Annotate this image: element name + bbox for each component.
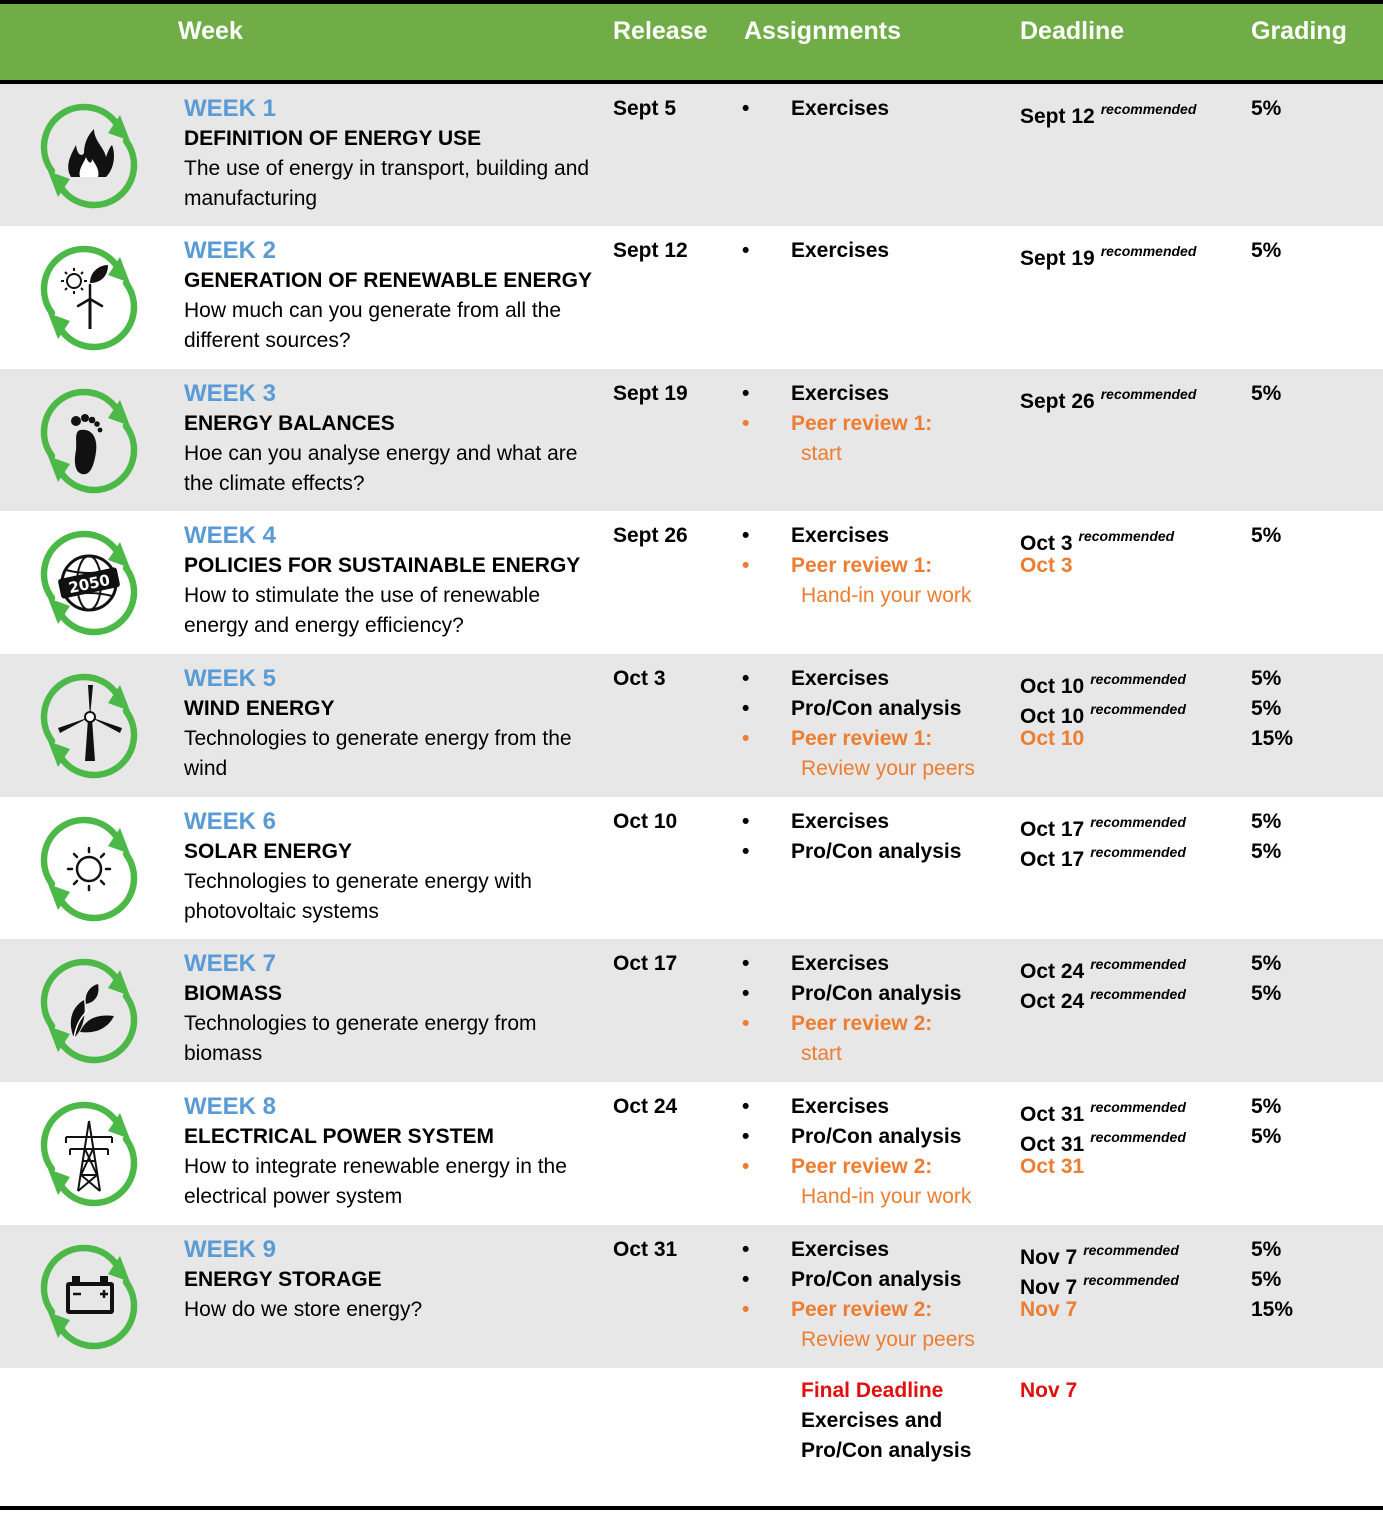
header-deadline: Deadline bbox=[1020, 17, 1125, 45]
grade-weight: 5% bbox=[1251, 810, 1282, 833]
assignment-item bbox=[742, 379, 1007, 409]
grading-cell bbox=[1251, 1235, 1371, 1325]
assignment-text: Review your peers bbox=[801, 757, 975, 780]
final-deadline-desc: Exercises and Pro/Con analysis bbox=[801, 1409, 972, 1462]
week-title: SOLAR ENERGY bbox=[184, 840, 353, 863]
deadline-date: Oct 31 bbox=[1020, 1103, 1085, 1126]
grading-cell bbox=[1251, 807, 1371, 867]
final-deadline-label: Final Deadline bbox=[801, 1379, 944, 1402]
deadline-cell bbox=[1020, 379, 1245, 413]
deadline-date: Oct 17 bbox=[1020, 848, 1085, 871]
assignment-text: Pro/Con analysis bbox=[791, 1125, 962, 1148]
week-title: WIND ENERGY bbox=[184, 697, 335, 720]
assignments-cell bbox=[742, 236, 1007, 266]
assignment-item bbox=[742, 1295, 1007, 1325]
deadline-date: Oct 24 bbox=[1020, 960, 1085, 983]
bullet: • bbox=[742, 667, 750, 690]
bullet: • bbox=[742, 97, 750, 120]
deadline-date: Sept 19 bbox=[1020, 247, 1095, 270]
deadline-cell bbox=[1020, 949, 1245, 1013]
week-description: How much can you generate from all the different sources? bbox=[184, 299, 562, 352]
bullet: • bbox=[742, 1012, 750, 1035]
assignment-item bbox=[742, 1152, 1007, 1182]
deadline-item bbox=[1020, 807, 1245, 841]
assignments-cell bbox=[742, 664, 1007, 784]
week-cell bbox=[184, 1235, 604, 1325]
recommended-note: recommended bbox=[1083, 1272, 1179, 1288]
header-grading: Grading bbox=[1251, 17, 1347, 45]
deadline-date: Oct 3 bbox=[1020, 532, 1073, 555]
grading-cell bbox=[1251, 379, 1371, 409]
assignment-item bbox=[742, 1009, 1007, 1039]
deadline-item bbox=[1020, 1295, 1245, 1325]
assignment-item bbox=[742, 1325, 1007, 1355]
battery-icon bbox=[28, 1242, 150, 1352]
assignment-text: Exercises bbox=[791, 810, 890, 833]
grade-weight: 5% bbox=[1251, 667, 1282, 690]
deadline-item bbox=[1020, 949, 1245, 983]
bullet: • bbox=[742, 697, 750, 720]
release-date: Oct 24 bbox=[613, 1095, 678, 1118]
week-cell bbox=[184, 949, 604, 1069]
deadline-date: Sept 12 bbox=[1020, 105, 1095, 128]
recommended-note: recommended bbox=[1090, 844, 1186, 860]
assignment-text: Pro/Con analysis bbox=[791, 697, 962, 720]
week-number: WEEK 5 bbox=[184, 665, 277, 692]
deadline-item bbox=[1020, 724, 1245, 754]
week-cell bbox=[184, 521, 604, 641]
grade-weight: 5% bbox=[1251, 239, 1282, 262]
bullet: • bbox=[742, 982, 750, 1005]
week-cell bbox=[184, 807, 604, 927]
deadline-item bbox=[1020, 551, 1245, 581]
week-number: WEEK 1 bbox=[184, 95, 277, 122]
bullet: • bbox=[742, 412, 750, 435]
assignment-text: Review your peers bbox=[801, 1328, 975, 1351]
deadline-date: Oct 10 bbox=[1020, 705, 1085, 728]
week-number: WEEK 7 bbox=[184, 950, 277, 977]
week-description: Technologies to generate energy from biomass bbox=[184, 1012, 537, 1065]
deadline-date: Oct 31 bbox=[1020, 1133, 1085, 1156]
table-row bbox=[0, 369, 1383, 512]
grading-cell bbox=[1251, 664, 1371, 754]
week-number: WEEK 2 bbox=[184, 237, 277, 264]
table-row bbox=[0, 84, 1383, 227]
assignment-item bbox=[742, 236, 1007, 266]
assignment-item bbox=[742, 724, 1007, 754]
deadline-item bbox=[1020, 694, 1245, 728]
deadline-cell bbox=[1020, 94, 1245, 128]
assignment-item bbox=[742, 94, 1007, 124]
deadline-cell bbox=[1020, 236, 1245, 270]
bottom-rule bbox=[0, 1506, 1383, 1510]
grade-weight: 5% bbox=[1251, 97, 1282, 120]
week-number: WEEK 4 bbox=[184, 522, 277, 549]
leaves-icon bbox=[28, 956, 150, 1066]
assignment-text: Pro/Con analysis bbox=[791, 982, 962, 1005]
assignments-cell bbox=[742, 94, 1007, 124]
week-title: POLICIES FOR SUSTAINABLE ENERGY bbox=[184, 554, 581, 577]
bullet: • bbox=[742, 952, 750, 975]
assignment-item bbox=[742, 1039, 1007, 1069]
week-description: How to integrate renewable energy in the electrical power system bbox=[184, 1155, 567, 1208]
assignment-item bbox=[742, 949, 1007, 979]
week-title: BIOMASS bbox=[184, 982, 283, 1005]
assignment-item bbox=[742, 1122, 1007, 1152]
svg-text:2050: 2050 bbox=[66, 570, 112, 597]
grade-weight: 5% bbox=[1251, 382, 1282, 405]
bullet: • bbox=[742, 727, 750, 750]
release-date: Sept 19 bbox=[613, 382, 688, 405]
grading-cell bbox=[1251, 236, 1371, 266]
deadline-item bbox=[1020, 837, 1245, 871]
recommended-note: recommended bbox=[1083, 1242, 1179, 1258]
renewable-sun-leaf-wind-icon bbox=[28, 243, 150, 353]
grade-weight: 5% bbox=[1251, 1125, 1282, 1148]
table-row bbox=[0, 511, 1383, 654]
release-date: Oct 10 bbox=[613, 810, 678, 833]
assignment-item bbox=[742, 1092, 1007, 1122]
deadline-date: Oct 24 bbox=[1020, 990, 1085, 1013]
deadline-date: Nov 7 bbox=[1020, 1298, 1078, 1321]
table-row bbox=[0, 654, 1383, 797]
grade-weight: 5% bbox=[1251, 952, 1282, 975]
assignments-cell bbox=[742, 521, 1007, 611]
grading-cell bbox=[1251, 1092, 1371, 1152]
deadline-item bbox=[1020, 1122, 1245, 1156]
bullet: • bbox=[742, 382, 750, 405]
assignment-text: Peer review 1: bbox=[791, 412, 933, 435]
assignment-item bbox=[742, 694, 1007, 724]
assignment-text: Exercises bbox=[791, 1238, 890, 1261]
grade-weight: 5% bbox=[1251, 524, 1282, 547]
recommended-note: recommended bbox=[1100, 243, 1197, 259]
week-description: Technologies to generate energy from the wind bbox=[184, 727, 572, 780]
bullet: • bbox=[742, 810, 750, 833]
recommended-note: recommended bbox=[1090, 701, 1186, 717]
header-release: Release bbox=[613, 17, 708, 45]
bullet: • bbox=[742, 1155, 750, 1178]
assignment-text: Peer review 2: bbox=[791, 1298, 933, 1321]
week-description: How to stimulate the use of renewable energy and energy efficiency? bbox=[184, 584, 541, 637]
grade-weight: 15% bbox=[1251, 1298, 1294, 1321]
table-row bbox=[0, 797, 1383, 940]
assignment-text: start bbox=[801, 442, 842, 465]
final-deadline-date: Nov 7 bbox=[1020, 1379, 1078, 1402]
release-date: Sept 12 bbox=[613, 239, 688, 262]
bullet: • bbox=[742, 1125, 750, 1148]
assignment-text: Pro/Con analysis bbox=[791, 1268, 962, 1291]
assignment-item bbox=[742, 979, 1007, 1009]
recommended-note: recommended bbox=[1090, 1099, 1186, 1115]
sun-icon bbox=[28, 814, 150, 924]
deadline-cell bbox=[1020, 664, 1245, 754]
bullet: • bbox=[742, 554, 750, 577]
week-title: ENERGY STORAGE bbox=[184, 1268, 382, 1291]
final-deadline-row bbox=[0, 1368, 1383, 1506]
week-number: WEEK 8 bbox=[184, 1093, 277, 1120]
grading-cell bbox=[1251, 949, 1371, 1009]
deadline-date: Oct 3 bbox=[1020, 554, 1073, 577]
grading-cell bbox=[1251, 521, 1371, 551]
recommended-note: recommended bbox=[1090, 671, 1186, 687]
grade-weight: 5% bbox=[1251, 697, 1282, 720]
assignment-item bbox=[742, 807, 1007, 837]
week-title: ELECTRICAL POWER SYSTEM bbox=[184, 1125, 494, 1148]
deadline-item bbox=[1020, 1092, 1245, 1126]
week-cell bbox=[184, 379, 604, 499]
assignment-text: Hand-in your work bbox=[801, 1185, 972, 1208]
deadline-item bbox=[1020, 664, 1245, 698]
deadline-item bbox=[1020, 979, 1245, 1013]
assignment-text: Peer review 2: bbox=[791, 1012, 933, 1035]
assignments-cell bbox=[742, 949, 1007, 1069]
assignment-item bbox=[742, 837, 1007, 867]
assignment-item bbox=[742, 664, 1007, 694]
recommended-note: recommended bbox=[1100, 101, 1197, 117]
table-row bbox=[0, 939, 1383, 1082]
header-week: Week bbox=[178, 17, 243, 45]
deadline-date: Oct 17 bbox=[1020, 818, 1085, 841]
assignment-text: start bbox=[801, 1042, 842, 1065]
week-description: Hoe can you analyse energy and what are the climate effects? bbox=[184, 442, 578, 495]
grade-weight: 5% bbox=[1251, 1268, 1282, 1291]
week-title: ENERGY BALANCES bbox=[184, 412, 395, 435]
assignment-text: Hand-in your work bbox=[801, 584, 972, 607]
week-cell bbox=[184, 1092, 604, 1212]
assignment-item bbox=[742, 439, 1007, 469]
release-date: Oct 3 bbox=[613, 667, 666, 690]
deadline-date: Nov 7 bbox=[1020, 1276, 1078, 1299]
grade-weight: 5% bbox=[1251, 1238, 1282, 1261]
bullet: • bbox=[742, 840, 750, 863]
deadline-item bbox=[1020, 521, 1245, 555]
assignment-text: Exercises bbox=[791, 952, 890, 975]
deadline-item bbox=[1020, 1152, 1245, 1182]
deadline-date: Sept 26 bbox=[1020, 390, 1095, 413]
deadline-item bbox=[1020, 94, 1245, 128]
deadline-cell bbox=[1020, 807, 1245, 871]
bullet: • bbox=[742, 1095, 750, 1118]
deadline-item bbox=[1020, 1265, 1245, 1299]
assignment-text: Pro/Con analysis bbox=[791, 840, 962, 863]
table-row bbox=[0, 1225, 1383, 1368]
assignment-item bbox=[742, 1265, 1007, 1295]
assignment-text: Peer review 1: bbox=[791, 554, 933, 577]
assignment-item bbox=[742, 551, 1007, 581]
release-date: Oct 31 bbox=[613, 1238, 678, 1261]
week-title: GENERATION OF RENEWABLE ENERGY bbox=[184, 269, 592, 292]
assignment-item bbox=[742, 521, 1007, 551]
grade-weight: 15% bbox=[1251, 727, 1294, 750]
deadline-item bbox=[1020, 379, 1245, 413]
week-description: The use of energy in transport, building and manufacturing bbox=[184, 157, 590, 210]
assignment-item bbox=[742, 754, 1007, 784]
deadline-date: Oct 10 bbox=[1020, 675, 1085, 698]
footprint-icon bbox=[28, 386, 150, 496]
release-date: Oct 17 bbox=[613, 952, 678, 975]
assignments-cell bbox=[742, 379, 1007, 469]
bullet: • bbox=[742, 1238, 750, 1261]
week-description: How do we store energy? bbox=[184, 1298, 423, 1321]
grade-weight: 5% bbox=[1251, 840, 1282, 863]
bullet: • bbox=[742, 1268, 750, 1291]
table-row bbox=[0, 1082, 1383, 1225]
bullet: • bbox=[742, 524, 750, 547]
recommended-note: recommended bbox=[1078, 528, 1175, 544]
power-pylon-icon bbox=[28, 1099, 150, 1209]
assignment-text: Peer review 2: bbox=[791, 1155, 933, 1178]
grading-cell bbox=[1251, 94, 1371, 124]
assignment-text: Peer review 1: bbox=[791, 727, 933, 750]
recommended-note: recommended bbox=[1090, 814, 1186, 830]
assignment-item bbox=[742, 1182, 1007, 1212]
assignment-item bbox=[742, 409, 1007, 439]
table-header bbox=[0, 4, 1383, 80]
assignments-cell bbox=[742, 1092, 1007, 1212]
week-cell bbox=[184, 236, 604, 356]
header-assignments: Assignments bbox=[744, 17, 901, 45]
assignment-item bbox=[742, 1235, 1007, 1265]
wind-turbine-icon bbox=[28, 671, 150, 781]
assignment-text: Exercises bbox=[791, 1095, 890, 1118]
globe-2050-icon bbox=[28, 528, 150, 638]
deadline-cell bbox=[1020, 1092, 1245, 1182]
assignment-text: Exercises bbox=[791, 239, 890, 262]
assignments-cell bbox=[742, 1235, 1007, 1355]
recommended-note: recommended bbox=[1090, 986, 1186, 1002]
assignment-text: Exercises bbox=[791, 97, 890, 120]
week-number: WEEK 3 bbox=[184, 380, 277, 407]
deadline-date: Oct 31 bbox=[1020, 1155, 1085, 1178]
assignment-text: Exercises bbox=[791, 382, 890, 405]
deadline-date: Nov 7 bbox=[1020, 1246, 1078, 1269]
table-row bbox=[0, 226, 1383, 369]
grade-weight: 5% bbox=[1251, 1095, 1282, 1118]
week-description: Technologies to generate energy with photovoltaic systems bbox=[184, 870, 532, 923]
recommended-note: recommended bbox=[1090, 956, 1186, 972]
week-number: WEEK 6 bbox=[184, 808, 277, 835]
fire-icon bbox=[28, 101, 150, 211]
release-date: Sept 26 bbox=[613, 524, 688, 547]
assignment-item bbox=[742, 581, 1007, 611]
bullet: • bbox=[742, 1298, 750, 1321]
deadline-date: Oct 10 bbox=[1020, 727, 1085, 750]
assignment-text: Exercises bbox=[791, 524, 890, 547]
recommended-note: recommended bbox=[1090, 1129, 1186, 1145]
bullet: • bbox=[742, 239, 750, 262]
assignment-text: Exercises bbox=[791, 667, 890, 690]
final-deadline-text bbox=[801, 1376, 1011, 1466]
week-number: WEEK 9 bbox=[184, 1236, 277, 1263]
grade-weight: 5% bbox=[1251, 982, 1282, 1005]
deadline-item bbox=[1020, 1235, 1245, 1269]
week-cell bbox=[184, 94, 604, 214]
week-title: DEFINITION OF ENERGY USE bbox=[184, 127, 482, 150]
recommended-note: recommended bbox=[1100, 386, 1197, 402]
deadline-cell bbox=[1020, 1235, 1245, 1325]
week-cell bbox=[184, 664, 604, 784]
deadline-item bbox=[1020, 236, 1245, 270]
assignments-cell bbox=[742, 807, 1007, 867]
deadline-cell bbox=[1020, 521, 1245, 581]
release-date: Sept 5 bbox=[613, 97, 677, 120]
